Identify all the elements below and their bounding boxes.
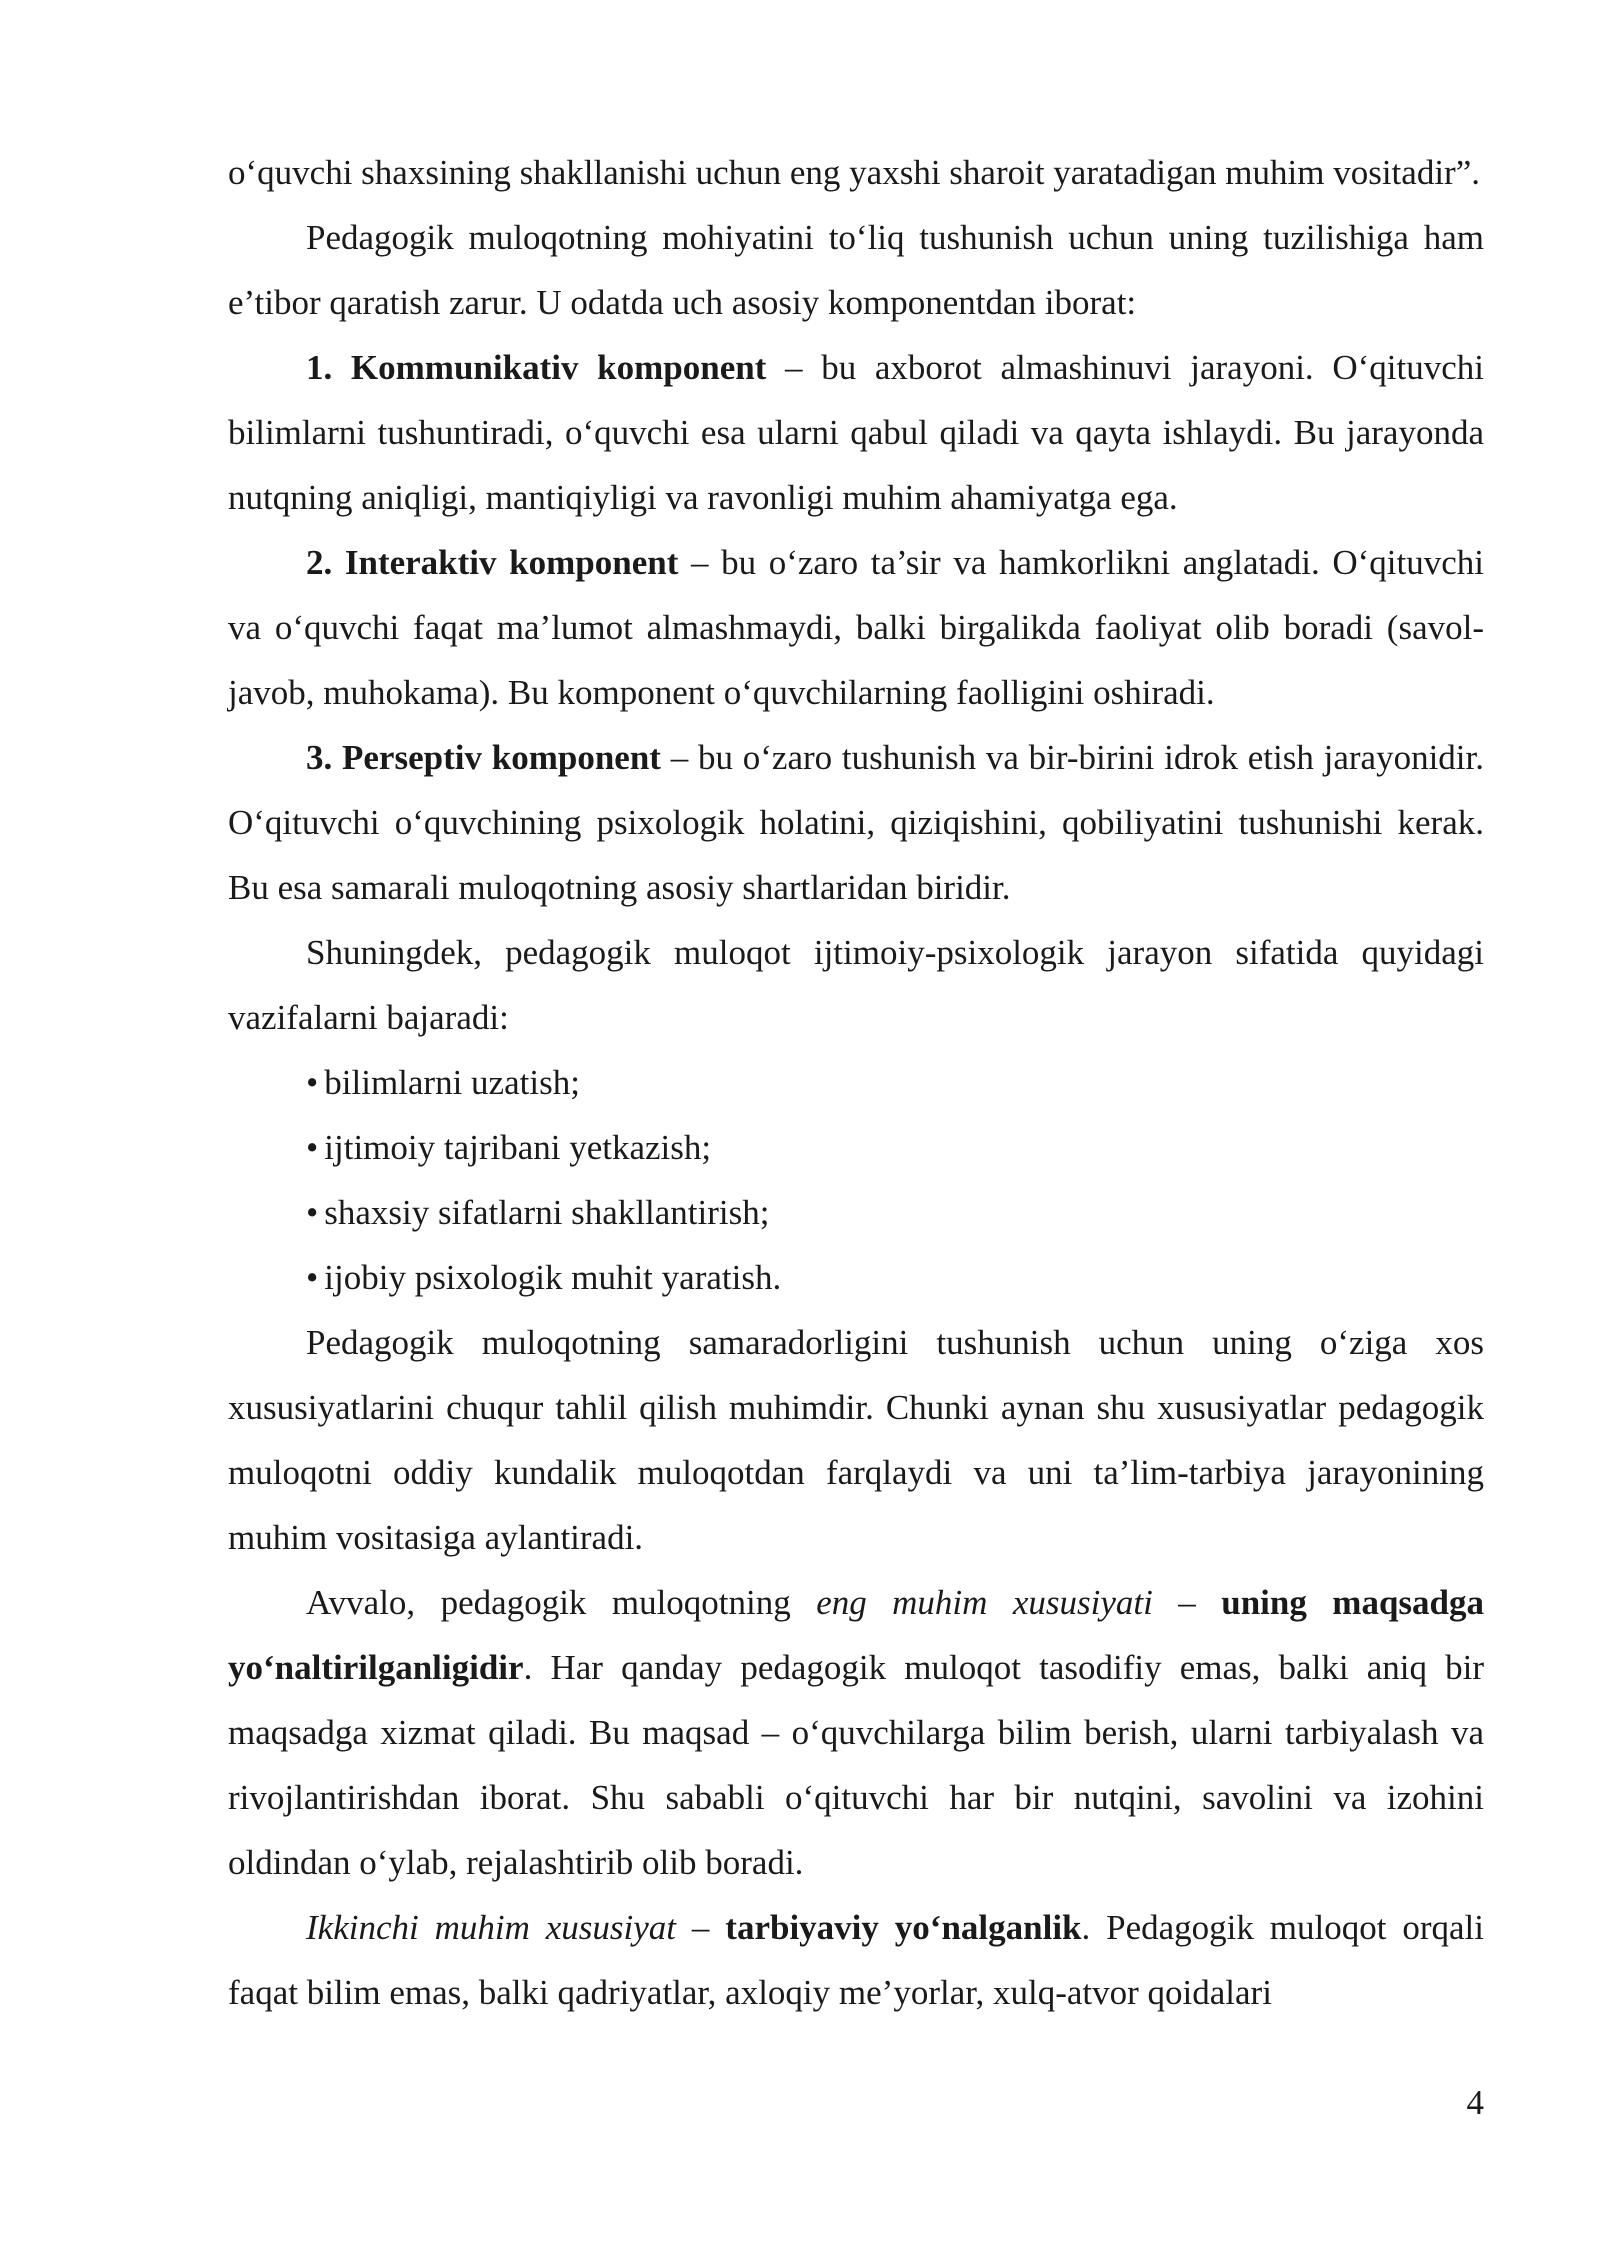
bullet-text: bilimlarni uzatish; — [324, 1063, 580, 1102]
bold-phrase: uning maqsadga yo‘naltirilganligidir — [228, 1583, 1484, 1687]
item-text-communicative: – bu axborot almashinuvi jarayoni. O‘qituvchi bilimlarni tushuntiradi, o‘quvchi esa ularni qabul qiladi va qayta ishlaydi. Bu jarayonda nutqning aniqligi, mantiqiyligi va ravonligi muhim ahamiyatga ega. — [228, 348, 1484, 517]
italic-phrase: eng muhim xususiyati — [816, 1583, 1153, 1622]
bullet-glyph: • — [306, 1193, 319, 1232]
bullet-item — [228, 1245, 1484, 1310]
list-item-interactive — [228, 530, 1484, 725]
paragraph-functions-intro: Shuningdek, pedagogik muloqot ijtimoiy-psixologik jarayon sifatida quyidagi vazifalarni bajaradi: — [228, 933, 1484, 1037]
text-run: . Har qanday pedagogik muloqot tasodifiy emas, balki aniq bir maqsadga xizmat qiladi. Bu maqsad – o‘quvchilarga bilim berish, ularni tarbiyalash va rivojlantirishdan iborat. Shu sababli o‘qituvchi har bir nutqini, savolini va izohini oldindan o‘ylab, rejalashtirib olib boradi. — [228, 1648, 1484, 1882]
bullet-text: ijobiy psixologik muhit yaratish. — [324, 1258, 782, 1297]
bold-phrase: tarbiyaviy yo‘nalganlik — [725, 1908, 1082, 1947]
item-title-perceptive: 3. Perseptiv komponent — [306, 738, 661, 777]
text-run: Avvalo, pedagogik muloqotning — [306, 1583, 817, 1622]
paragraph-effectiveness: Pedagogik muloqotning samaradorligini tushunish uchun uning o‘ziga xos xususiyatlarini chuqur tahlil qilish muhimdir. Chunki aynan shu xususiyatlar pedagogik muloqotni oddiy kundalik muloqotdan farqlaydi va uni ta’lim-tarbiya jarayonining muhim vositasiga aylantiradi. — [228, 1323, 1484, 1557]
item-text-interactive: – bu o‘zaro ta’sir va hamkorlikni anglatadi. O‘qituvchi va o‘quvchi faqat ma’lumot almashmaydi, balki birgalikda faoliyat olib boradi (savol-javob, muhokama). Bu komponent o‘quvchilarning faolligini oshiradi. — [228, 543, 1484, 712]
text-run: – — [676, 1908, 726, 1947]
paragraph-second-feature — [228, 1895, 1484, 2025]
item-text-perceptive: – bu o‘zaro tushunish va bir-birini idrok etish jarayonidir. O‘qituvchi o‘quvchining psixologik holatini, qiziqishini, qobiliyatini tushunishi kerak. Bu esa samarali muloqotning asosiy shartlaridan biridir. — [228, 738, 1485, 907]
bullet-text: shaxsiy sifatlarni shakllantirish; — [324, 1193, 770, 1232]
item-title-interactive: 2. Interaktiv komponent — [306, 543, 679, 582]
bullet-glyph: • — [306, 1258, 319, 1297]
text-run: . Pedagogik muloqot orqali faqat bilim emas, balki qadriyatlar, axloqiy me’yorlar, xulq-atvor qoidalari — [228, 1908, 1484, 2012]
bullet-item — [228, 1115, 1484, 1180]
bullet-item — [228, 1180, 1484, 1245]
bullet-glyph: • — [306, 1128, 319, 1167]
bullet-item — [228, 1050, 1484, 1115]
paragraph-structure-intro: Pedagogik muloqotning mohiyatini to‘liq tushunish uchun uning tuzilishiga ham e’tibor qaratish zarur. U odatda uch asosiy komponentdan iborat: — [228, 218, 1484, 322]
item-title-communicative: 1. Kommunikativ komponent — [306, 348, 767, 387]
paragraph-first-feature — [228, 1570, 1484, 1895]
text-run: – — [1152, 1583, 1222, 1622]
bullet-text: ijtimoiy tajribani yetkazish; — [324, 1128, 712, 1167]
paragraph-continuation: o‘quvchi shaxsining shakllanishi uchun eng yaxshi sharoit yaratadigan muhim vositadir”. — [228, 153, 1480, 192]
bullet-glyph: • — [306, 1063, 319, 1102]
document-page — [228, 140, 1484, 2025]
list-item-communicative — [228, 335, 1484, 530]
italic-phrase: Ikkinchi muhim xususiyat — [306, 1908, 677, 1947]
list-item-perceptive — [228, 725, 1484, 920]
page-number: 4 — [1466, 2083, 1484, 2122]
